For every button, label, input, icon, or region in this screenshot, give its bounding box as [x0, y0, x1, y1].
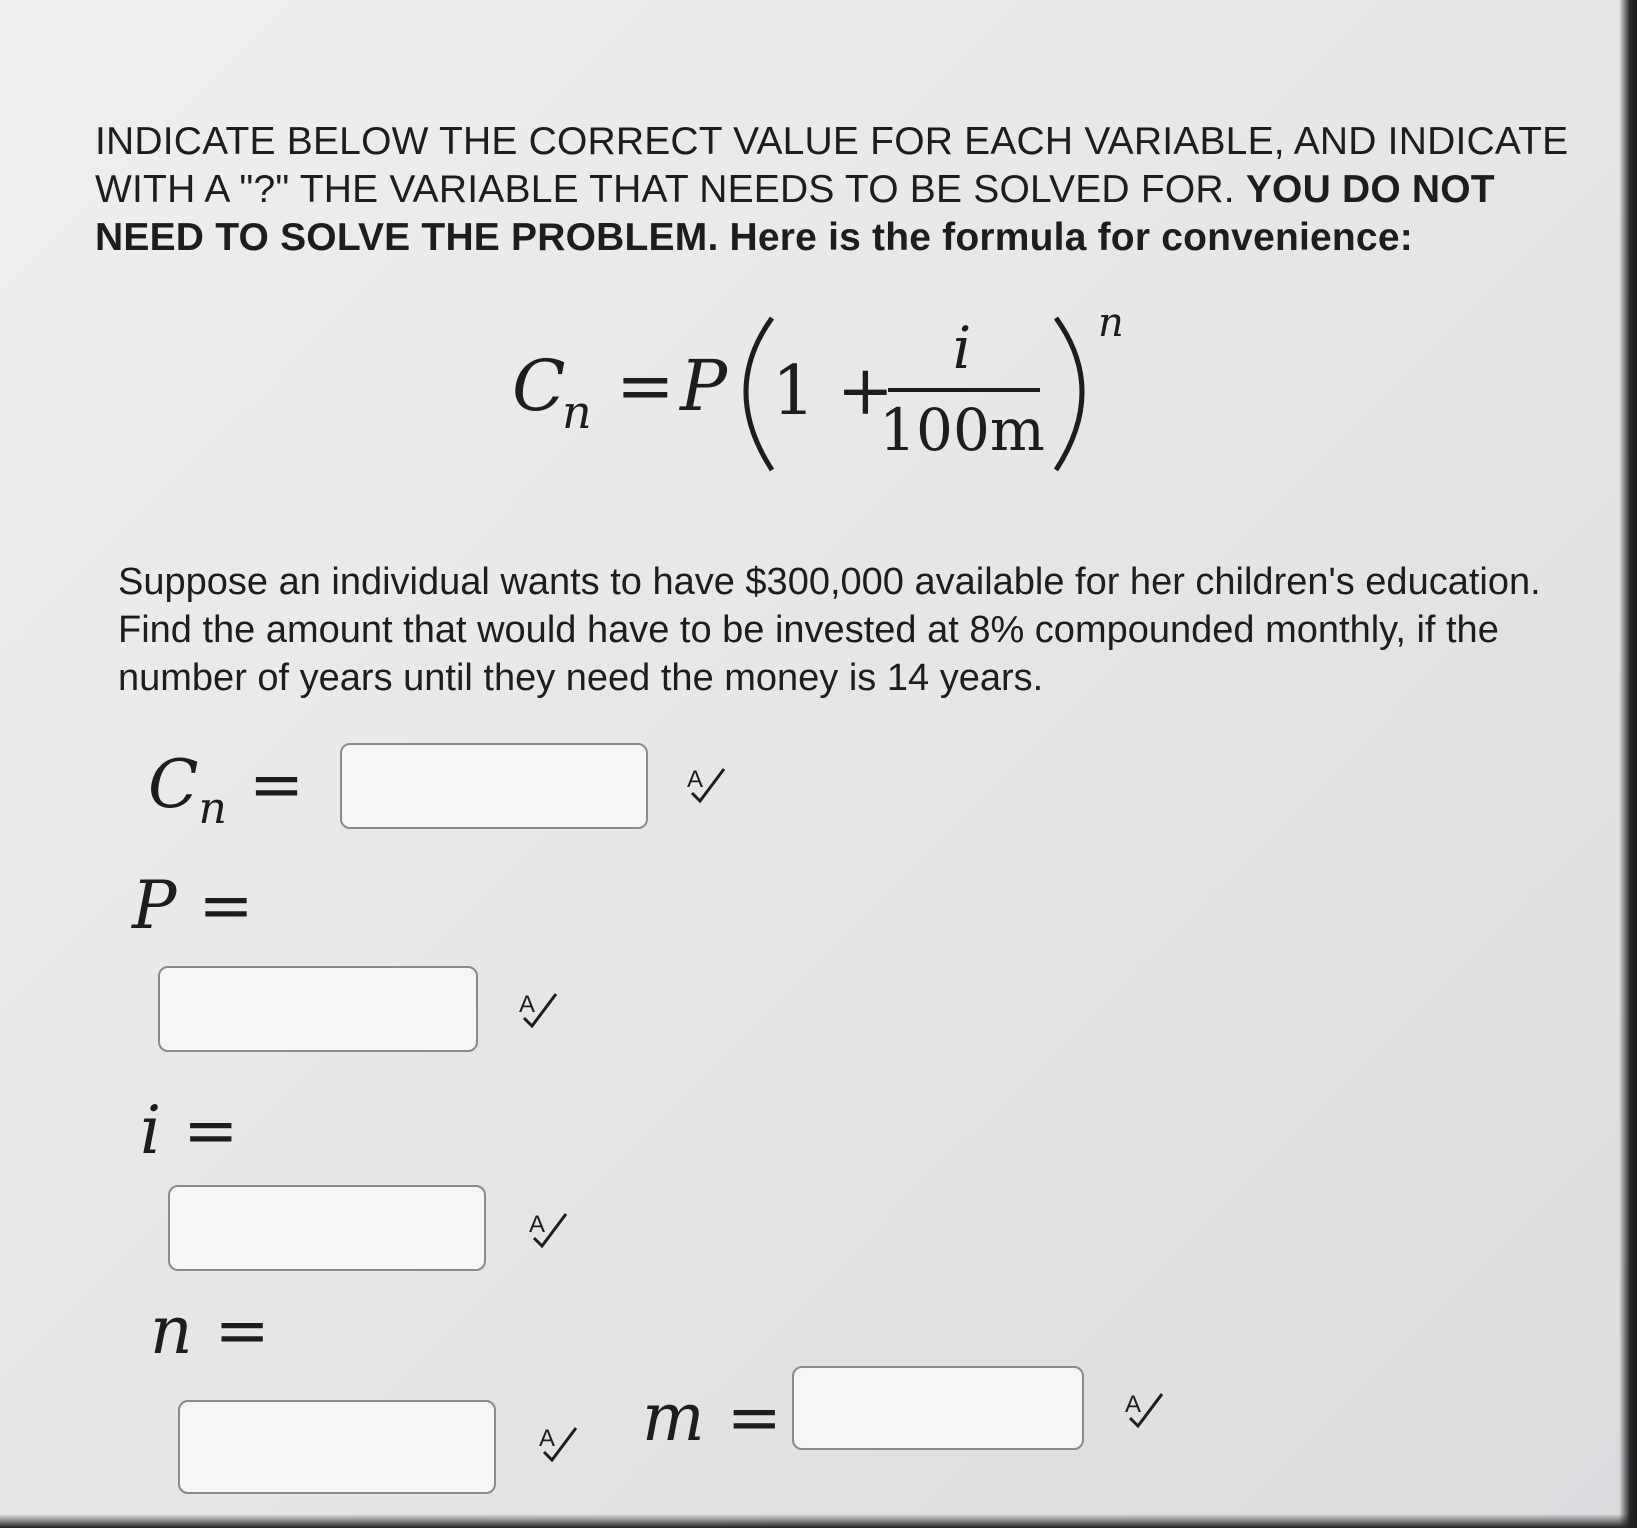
formula-lhs-var: C	[512, 345, 566, 427]
label-p: P =	[132, 867, 254, 944]
formula-lhs-sub: n	[562, 385, 592, 439]
formula-right-paren	[1056, 318, 1082, 470]
spellcheck-icon[interactable]	[526, 1208, 572, 1254]
svg-text:A: A	[529, 1211, 546, 1238]
screen-bezel-right	[1619, 0, 1637, 1528]
label-i: i =	[140, 1092, 239, 1169]
svg-text:A: A	[519, 991, 536, 1018]
instructions-text	[95, 118, 1575, 262]
i-input[interactable]	[168, 1185, 486, 1271]
cn-input[interactable]	[340, 743, 648, 829]
svg-text:A: A	[1125, 1391, 1142, 1418]
n-input[interactable]	[178, 1400, 496, 1494]
compound-interest-formula	[512, 300, 1240, 510]
instructions-part2: YOU DO NOT NEED TO SOLVE THE PROBLEM. Here is the formula for convenience:	[95, 168, 1495, 259]
formula-exponent: n	[1098, 300, 1124, 346]
formula-equals: =	[616, 345, 675, 427]
spellcheck-icon[interactable]	[536, 1422, 582, 1468]
spellcheck-icon[interactable]	[516, 988, 562, 1034]
svg-text:A: A	[539, 1425, 556, 1452]
formula-principal: P	[680, 345, 728, 427]
formula-numerator: i	[952, 314, 972, 382]
m-input[interactable]	[792, 1366, 1084, 1450]
problem-text: Suppose an individual wants to have $300,000 available for her children's education. Find the amount that would have to be invested at 8% compounded monthly, if the number of years until they need the money is 14 years.	[118, 561, 1541, 699]
label-m: m =	[642, 1379, 782, 1456]
label-cn: $C_n$ =	[148, 746, 305, 834]
formula-left-paren	[746, 318, 772, 470]
label-n: n =	[150, 1292, 270, 1369]
formula-denominator: 100m	[879, 396, 1045, 464]
spellcheck-icon[interactable]	[684, 763, 730, 809]
svg-text:A: A	[687, 766, 704, 793]
spellcheck-icon[interactable]	[1122, 1388, 1168, 1434]
screen-bezel-bottom	[0, 1514, 1637, 1528]
formula-one-plus: 1 +	[772, 352, 894, 431]
p-input[interactable]	[158, 966, 478, 1052]
instructions-part1: INDICATE BELOW THE CORRECT VALUE FOR EACH VARIABLE, AND INDICATE WITH A "?" THE VARIABLE THAT NEEDS TO BE SOLVED FOR.	[95, 120, 1569, 211]
